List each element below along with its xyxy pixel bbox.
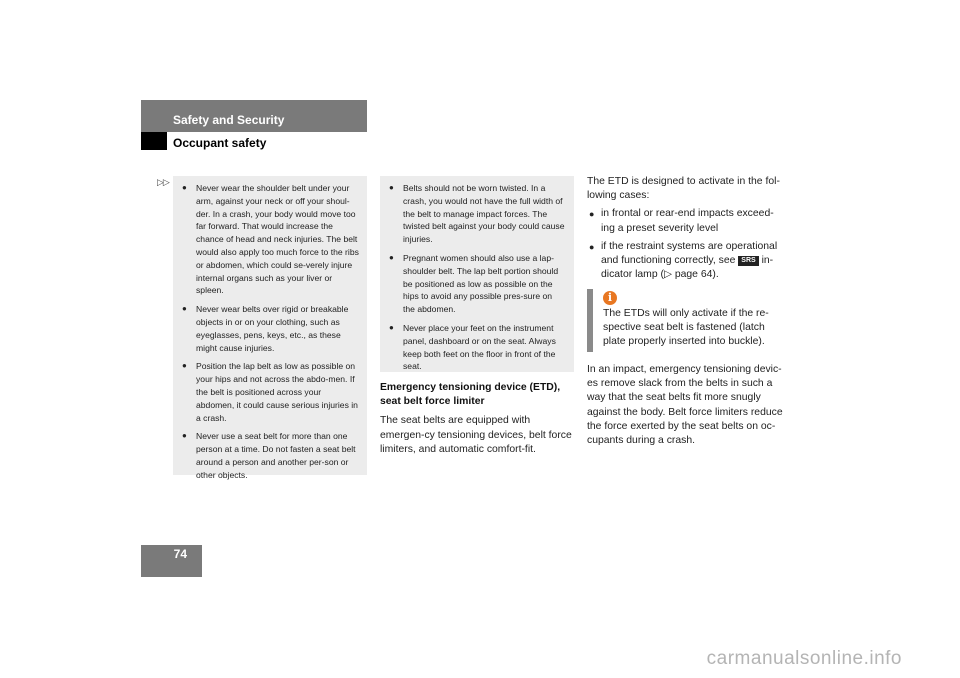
subsection-marker xyxy=(141,132,167,150)
warning-box-1 xyxy=(173,176,367,480)
bullet-icon: ● xyxy=(182,361,187,371)
warning-item: ● Position the lap belt as low as possible on your hips and not across the abdo-men. If the belt is positioned across your abdomen, it could cause serious injuries in a crash. xyxy=(182,361,358,423)
etd-explanation: In an impact, emergency tensioning devic-es remove slack from the belts in such a way that the seat belts fit more snugly against the body. Belt force limiters reduce the force exerted by the seat belts on oc-cupants during a crash. xyxy=(587,364,783,447)
bullet-icon: ● xyxy=(182,431,187,441)
warning-item: ● Pregnant women should also use a lap-shoulder belt. The lap belt portion should be positioned as low as possible on the hips to avoid any possible pres-sure on the abdomen. xyxy=(389,252,559,315)
page-number: 74 xyxy=(173,547,187,561)
etd-body: The seat belts are equipped with emergen-cy tensioning devices, belt force limiters, and automatic comfort-fit. xyxy=(380,415,572,455)
section-title: Safety and Security xyxy=(173,113,285,127)
srs-indicator-icon: SRS xyxy=(738,256,758,266)
etd-intro: The ETD is designed to activate in the fol-lowing cases: xyxy=(587,176,780,202)
warning-item: ● Never use a seat belt for more than one person at a time. Do not fasten a seat belt around a person and another per-son or other objects. xyxy=(182,431,356,480)
etd-heading: Emergency tensioning device (ETD), seat belt force limiter xyxy=(380,382,561,408)
warning-item: ● Never wear the shoulder belt under your arm, against your neck or off your shoul-der. In a crash, your body would move too far forward. That would increase the chance of head and neck injuries. The belt would also apply too much force to the ribs or abdomen, which could se-verely injure internal organs such as your liver or spleen. xyxy=(182,183,359,296)
etd-activation-section xyxy=(587,175,783,282)
etd-section xyxy=(380,381,576,457)
warning-item: ● Never place your feet on the instrument panel, dashboard or on the seat. Always keep both feet on the floor in front of the seat. xyxy=(389,322,556,372)
bullet-icon: ● xyxy=(389,322,394,332)
info-note: The ETDs will only activate if the re-spective seat belt is fastened (latch plate properly inserted into buckle). xyxy=(603,308,769,348)
bullet-icon: ● xyxy=(182,183,187,192)
subsection-title: Occupant safety xyxy=(173,136,267,150)
bullet-icon: ● xyxy=(589,209,595,220)
watermark: carmanualsonline.info xyxy=(706,648,902,669)
info-icon: i xyxy=(603,291,617,305)
bullet-icon: ● xyxy=(389,183,394,192)
bullet-icon: ● xyxy=(182,304,187,314)
bullet-icon: ● xyxy=(389,252,394,262)
continue-arrows-icon: ▷▷ xyxy=(157,177,169,187)
warning-item: ● Belts should not be worn twisted. In a crash, you would not have the full width of the belt to manage impact forces. The twisted belt against your body could cause injuries. xyxy=(389,183,565,245)
warning-box-2 xyxy=(380,176,574,372)
list-item: ● in frontal or rear-end impacts exceed-ing a preset severity level xyxy=(589,208,774,234)
info-note-bar xyxy=(587,289,593,352)
warning-item: ● Never wear belts over rigid or breakable objects in or on your clothing, such as eyeglasses, pens, keys, etc., as these might cause injuries. xyxy=(182,304,349,353)
bullet-icon: ● xyxy=(589,241,595,252)
list-item: ● if the restraint systems are operational and functioning correctly, see SRS in-dicator lamp (▷ page 64). xyxy=(589,240,778,281)
